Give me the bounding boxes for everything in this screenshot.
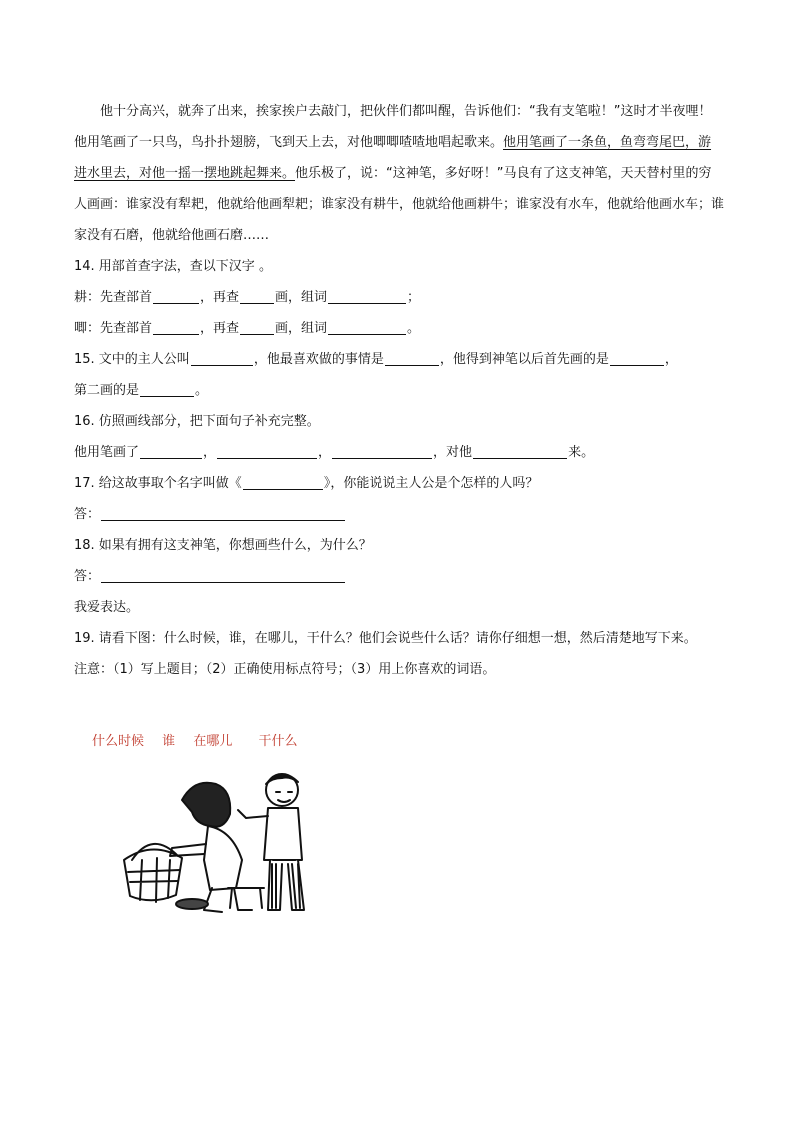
- blank-q18-answer[interactable]: [101, 567, 345, 583]
- strokes-label: 画，组词: [275, 321, 328, 336]
- q16-part-c: 来。: [568, 445, 595, 460]
- blank-hero-name[interactable]: [191, 350, 253, 366]
- blank-second-drawing[interactable]: [140, 381, 194, 397]
- q15-part-d: ，: [664, 352, 678, 367]
- answer-label: 答：: [74, 507, 101, 522]
- q17: [74, 468, 724, 499]
- prompt-labels: [92, 730, 311, 749]
- comma: ，: [203, 445, 217, 460]
- underlined-sentence: 他用笔画了一条鱼，鱼弯弯尾巴，游进水里去，对他一摇一摆地跳起舞来。: [74, 135, 712, 181]
- q16-stem: 16. 仿照画线部分，把下面句子补充完整。: [74, 414, 320, 429]
- illustration-grandparent-and-child: [112, 760, 332, 920]
- end-mark: ；: [407, 290, 421, 305]
- q19-note: 注意：（1）写上题目；（2）正确使用标点符号；（3）用上你喜欢的词语。: [74, 662, 496, 677]
- q19-stem: 19. 请看下图：什么时候，谁，在哪儿，干什么？他们会说些什么话？请你仔细想一想，然后清楚地写下来。: [74, 631, 697, 646]
- blank-radical-1[interactable]: [153, 288, 199, 304]
- answer-label: 答：: [74, 569, 101, 584]
- blank-q16-3[interactable]: [332, 443, 432, 459]
- q14-row-geng: [74, 282, 724, 313]
- section-heading: 我爱表达。: [74, 600, 140, 615]
- q15-part-e: 第二画的是: [74, 383, 140, 398]
- prompt-when: 什么时候: [92, 734, 145, 749]
- q16-answer: [74, 437, 724, 468]
- blank-strokes-1[interactable]: [240, 288, 274, 304]
- strokes-label: 画，组词: [275, 290, 328, 305]
- q18-answer: [74, 561, 724, 592]
- blank-favorite-thing[interactable]: [385, 350, 439, 366]
- again-label: ，再查: [200, 290, 240, 305]
- passage: [74, 96, 724, 251]
- blank-word-2[interactable]: [328, 319, 406, 335]
- q14-stem: 14. 用部首查字法，查以下汉字 。: [74, 259, 272, 274]
- prompt-what: 干什么: [258, 734, 298, 749]
- q15-part-c: ，他得到神笔以后首先画的是: [439, 352, 609, 367]
- q17-part-a: 17. 给这故事取个名字叫做《: [74, 476, 242, 491]
- q15-part-b: ，他最喜欢做的事情是: [253, 352, 384, 367]
- again-label: ，再查: [200, 321, 240, 336]
- blank-q16-4[interactable]: [473, 443, 567, 459]
- q18-stem: 18. 如果有拥有这支神笔，你想画些什么，为什么？: [74, 538, 372, 553]
- q17-answer: [74, 499, 724, 530]
- prompt-who: 谁: [162, 734, 176, 749]
- blank-q16-1[interactable]: [140, 443, 202, 459]
- q16-part-a: 他用笔画了: [74, 445, 140, 460]
- q17-part-b: 》，你能说说主人公是个怎样的人吗？: [323, 476, 539, 491]
- q14-row1-label: 耕：先查部首: [74, 290, 153, 305]
- end-mark: 。: [407, 321, 421, 336]
- blank-q17-answer[interactable]: [101, 505, 345, 521]
- passage-text: 他十分高兴，就奔了出来，挨家挨户去敲门，把伙伴们都叫醒，告诉他们：“我有支笔啦！”这时才半夜哩！他用笔画了一只鸟，鸟扑扑翅膀，飞到天上去，对他唧唧喳喳地唱起歌来。: [74, 104, 712, 150]
- q15-part-f: 。: [195, 383, 209, 398]
- blank-strokes-2[interactable]: [240, 319, 274, 335]
- blank-first-drawing[interactable]: [610, 350, 664, 366]
- q14-row2-label: 唧：先查部首: [74, 321, 153, 336]
- blank-word-1[interactable]: [328, 288, 406, 304]
- comma: ，: [318, 445, 332, 460]
- q14-row-ji: [74, 313, 724, 344]
- prompt-where: 在哪儿: [193, 734, 233, 749]
- blank-radical-2[interactable]: [153, 319, 199, 335]
- q15-part-a: 15. 文中的主人公叫: [74, 352, 190, 367]
- worksheet: [74, 96, 724, 685]
- q16-part-b: ，对他: [433, 445, 473, 460]
- passage-tail: 他乐极了，说：“这神笔，多好呀！”马良有了这支神笔，天天替村里的穷人画画：谁家没有犁耙，他就给他画犁耙；谁家没有耕牛，他就给他画耕牛；谁家没有水车，他就给他画水车；谁家没有石磨，他就给他画石磨……: [74, 166, 725, 243]
- blank-story-title[interactable]: [243, 474, 323, 490]
- blank-q16-2[interactable]: [217, 443, 317, 459]
- q15: [74, 344, 724, 406]
